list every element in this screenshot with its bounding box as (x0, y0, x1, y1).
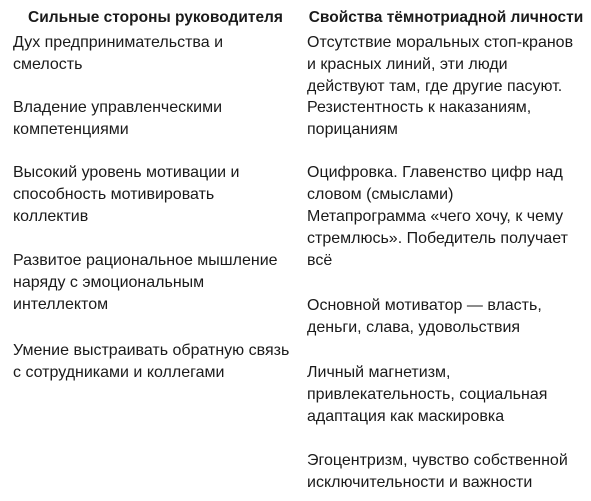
dark-triad-header: Свойства тёмнотриадной личности (308, 9, 584, 26)
leader-strengths-column (13, 0, 298, 28)
dark-triad-item: Отсутствие моральных стоп-кранов и красных линий, эти люди действуют там, где другие пасуют. (307, 34, 574, 95)
dark-triad-item: Оцифровка. Главенство цифр над словом (смыслами) Метапрограмма «чего хочу, к чему стремлюсь». Победитель получает всё (307, 164, 568, 269)
dark-triad-item: Резистентность к наказаниям, порицаниям (307, 99, 532, 138)
dark-triad-column (306, 0, 586, 28)
leader-strength-item: Развитое рациональное мышление наряду с эмоциональным интеллектом (13, 252, 278, 313)
leader-strengths-header: Сильные стороны руководителя (28, 9, 283, 26)
dark-triad-item: Личный магнетизм, привлекательность, социальная адаптация как маскировка (307, 364, 548, 425)
dark-triad-item: Эгоцентризм, чувство собственной исключительности и важности (307, 452, 568, 491)
leader-strength-item: Умение выстраивать обратную связь с сотрудниками и коллегами (13, 342, 290, 381)
leader-strength-item: Владение управленческими компетенциями (13, 99, 223, 138)
dark-triad-item: Основной мотиватор — власть, деньги, слава, удовольствия (307, 297, 542, 336)
leader-strength-item: Дух предпринимательства и смелость (13, 34, 224, 73)
leader-strength-item: Высокий уровень мотивации и способность мотивировать коллектив (13, 164, 240, 225)
